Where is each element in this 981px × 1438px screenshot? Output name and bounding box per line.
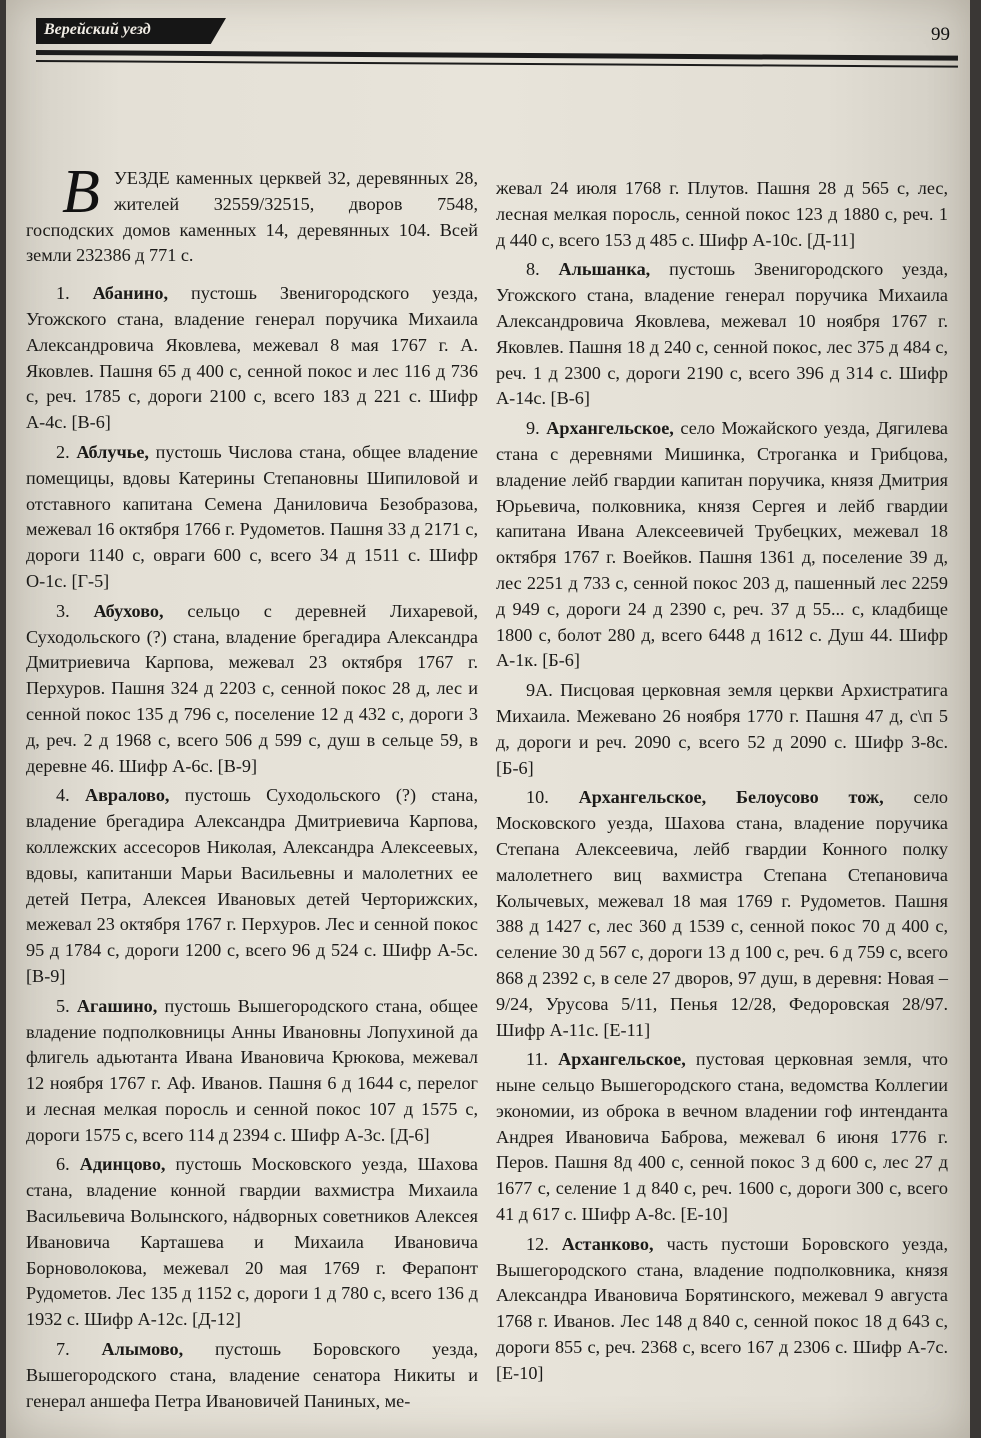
entry-place-name: Адинцово, (79, 1154, 166, 1175)
entry (26, 783, 478, 989)
entry (26, 994, 478, 1149)
entry (496, 176, 948, 253)
drop-cap: В (62, 158, 100, 226)
entry-number: 9А. (526, 680, 553, 701)
entry-number: 4. (56, 785, 70, 806)
header-rule-thin (36, 60, 958, 68)
entry-text: Писцовая церковная земля церкви Архистратига Михаила. Межевано 26 ноября 1770 г. Пашня 47 д, с\п 5 д, дороги и реч. 2090 с, всего 52 д 2090 с. Шифр З-8с. [Б-6] (496, 680, 949, 778)
entry-text: сельцо с деревней Лихаревой, Суходольского (?) стана, владение брегадира Александра Дмитриевича Карпова, межевал 23 октября 1767 г. Перхуров. Пашня 324 д 2203 с, сенной покос 28 д, лес и сенной покос 135 д 796 с, поселение 12 д 432 с, дороги 3 д, реч. 2 д 1968 с, всего 506 д 599 с, душ в сельце 59, в деревне 46. Шифр А-6с. [В-9] (26, 600, 479, 776)
right-column (496, 176, 948, 1391)
entry (496, 1047, 948, 1228)
entry-place-name: Аблучье, (76, 441, 149, 462)
entry-place-name: Архангельское, Белоусово тож, (578, 787, 884, 808)
book-page (6, 0, 970, 1438)
entry-place-name: Астанково, (561, 1233, 654, 1254)
entry-place-name: Архангельское, (546, 418, 674, 439)
entry-number: 6. (56, 1154, 70, 1175)
entry-text: часть пустоши Боровского уезда, Вышегородского стана, владение подполковника, князя Александра Ивановича Борятинского, межевал 9 августа 1768 г. Иванов. Лес 148 д 840 с, сенной покос 18 д 643 с, дороги 855 с, реч. 2368 с, всего 167 д 2306 с. Шифр А-7с. [Е-10] (496, 1233, 948, 1383)
left-column (26, 158, 479, 1418)
entry (26, 1337, 478, 1414)
entry (496, 1232, 948, 1387)
entry (26, 1152, 478, 1333)
entry (26, 599, 478, 780)
entry-number: 2. (56, 441, 70, 462)
entry (496, 678, 948, 781)
entry-text: пустошь Звенигородского уезда, Угожского стана, владение генерал поручика Михаила Александровича Яковлева, межевал 8 мая 1767 г. А. Яковлев. Пашня 65 д 400 с, сенной покос и лес 116 д 736 с, реч. 1785 с, дороги 2100 с, всего 183 д 221 с. Шифр А-4с. [В-6] (26, 283, 478, 433)
intro-text: УЕЗДЕ каменных церквей 32, деревянных 28, жителей 32559/32515, дворов 7548, господских домов каменных 14, деревянных 104. Всей земли 232386 д 771 с. (26, 168, 478, 266)
entry-text: пустошь Звенигородского уезда, Угожского стана, владение генерал поручика Михаила Александровича Яковлева, межевал 10 ноября 1767 г. Яковлев. Пашня 18 д 240 с, сенной покос, лес 375 д 484 с, реч. 1 д 2300 с, дороги 2190 с, всего 396 д 314 с. Шифр А-14с. [В-6] (496, 259, 948, 409)
entry-place-name: Архангельское, (558, 1049, 686, 1070)
entry-text: пустошь Боровского уезда, Вышегородского стана, владение сенатора Никиты и генерал аншефа Петра Ивановичей Паниных, ме- (26, 1339, 479, 1411)
entry-number: 11. (526, 1049, 549, 1070)
header-rule-thick (36, 50, 958, 61)
left-entries (26, 281, 478, 1414)
entry (26, 440, 478, 595)
page-number: 99 (931, 24, 950, 45)
entry (496, 257, 948, 412)
right-entries (496, 176, 948, 1387)
entry-text: пустошь Вышегородского стана, общее владение подполковницы Анны Ивановны Лопухиной да флигель адьютанта Ивана Ивановича Крюкова, межевал 12 ноября 1767 г. Аф. Иванов. Пашня 6 д 1644 с, перелог и лесная мелкая поросль и сенной покос 107 д 1575 с, дороги 1575 с, всего 114 д 2394 с. Шифр А-3с. [Д-6] (26, 995, 479, 1145)
entry-place-name: Абухово, (93, 600, 164, 621)
chapter-intro (26, 158, 478, 269)
entry-place-name: Альшанка, (558, 259, 651, 280)
entry-number: 1. (56, 283, 70, 304)
entry-place-name: Алымово, (101, 1339, 184, 1360)
entry (26, 281, 478, 436)
entry-text: пустошь Числова стана, общее владение помещицы, вдовы Катерины Степановны Шипиловой и отставного капитана Семена Даниловича Безобразова, межевал 16 октября 1766 г. Рудометов. Пашня 33 д 2171 с, дороги 1140 с, овраги 600 с, всего 34 д 1511 с. Шифр О-1с. [Г-5] (26, 441, 479, 591)
entry (496, 416, 948, 674)
entry-text: пустошь Московского уезда, Шахова стана, владение конной гвардии вахмистра Михаила Васильевича Волынского, нáдворных советников Алексея Ивановича Карташева и Михаила Ивановича Борноволокова, межевал 20 мая 1769 г. Ферапонт Рудометов. Лес 135 д 1152 с, дороги 1 д 780 с, всего 136 д 1932 с. Шифр А-12с. [Д-12] (26, 1154, 478, 1330)
entry-place-name: Абанино, (92, 283, 169, 304)
entry-number: 10. (526, 787, 549, 808)
entry-number: 7. (56, 1339, 70, 1360)
header-title: Верейский уезд (44, 21, 151, 38)
entry-text: жевал 24 июля 1768 г. Плутов. Пашня 28 д 565 с, лес, лесная мелкая поросль, сенной покос 123 д 1880 с, реч. 1 д 440 с, всего 153 д 485 с. Шифр А-10с. [Д-11] (496, 178, 948, 250)
entry-text: село Московского уезда, Шахова стана, владение поручика Степана Алексеевича, лейб гвардии Конного полку малолетнего виц вахмистра Степана Степановича Колычевых, межевал 18 мая 1769 г. Рудометов. Пашня 388 д 1427 с, лес 360 д 1539 с, сенной покос 70 д 400 с, селение 30 д 567 с, дороги 13 д 100 с, реч. 6 д 759 с, всего 868 д 2392 с, в селе 27 дворов, 97 душ, в деревня: Новая –9/24, Урусова 5/11, Пенья 12/28, Федоровская 28/97. Шифр А-11с. [Е-11] (496, 787, 948, 1040)
entry-place-name: Авралово, (84, 785, 170, 806)
entry-place-name: Агашино, (76, 995, 158, 1016)
entry (496, 785, 948, 1043)
entry-text: пустошь Суходольского (?) стана, владение брегадира Александра Дмитриевича Карпова, коллежских ассесоров Николая, Александра Алексеевых, вдовы, капитанши Марьи Васильевны и малолетних ее детей Петра, Алексея Ивановых детей Черторижских, межевал 23 октября 1767 г. Перхуров. Лес и сенной покос 95 д 1784 с, дороги 1200 с, всего 96 д 524 с. Шифр А-5с. [В-9] (26, 785, 478, 986)
running-header (36, 18, 958, 48)
entry-number: 8. (526, 259, 540, 280)
entry-number: 9. (526, 418, 540, 439)
entry-number: 12. (526, 1233, 549, 1254)
entry-number: 5. (56, 995, 70, 1016)
entry-number: 3. (56, 600, 70, 621)
entry-text: село Можайского уезда, Дягилева стана с деревнями Мишинка, Строганка и Грибцова, владение лейб гвардии капитан поручика, князя Дмитрия Юрьевича, полковника, князя Сергея и лейб гвардии капитана Ивана Алексеевичей Трубецких, межевал 18 октября 1767 г. Воейков. Пашня 1361 д, поселение 39 д, лес 2251 д 733 с, сенной покос 203 д, пашенный лес 2259 д 949 с, дороги 24 д 2390 с, реч. 37 д 55... с, кладбище 1800 с, болот 280 д, всего 6448 д 1612 с. Душ 44. Шифр А-1к. [Б-6] (496, 418, 948, 671)
entry-text: пустовая церковная земля, что ныне сельцо Вышегородского стана, ведомства Коллегии экономии, из оброка в вечном владении гоф интенданта Андрея Ивановича Баброва, межевал 6 июня 1776 г. Перов. Пашня 8д 400 с, сенной покос 3 д 600 с, лес 27 д 1677 с, селение 1 д 840 с, реч. 1600 с, дороги 300 с, всего 41 д 617 с. Шифр А-8с. [Е-10] (496, 1049, 948, 1225)
